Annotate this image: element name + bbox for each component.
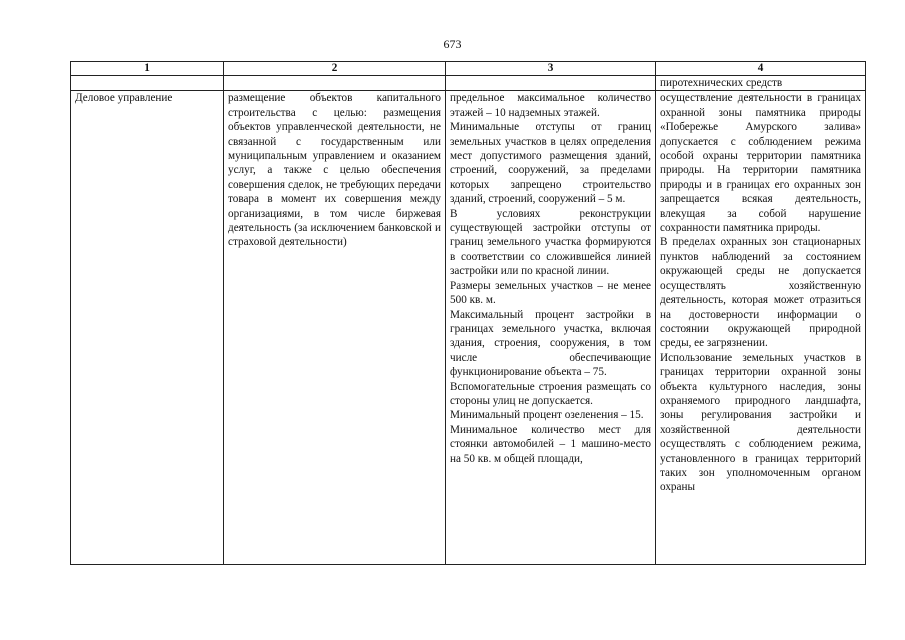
use-description-cell: размещение объектов капитального строительства с целью: размещения объектов управленческой деятельности, не связанной с государственным или муниципальным управлением и оказанием услуг, а также с целью обеспечения совершения сделок, не требующих передачи товара в момент их совершения между организациями, в том числе биржевая деятельность (за исключением банковской и страховой деятельности) xyxy=(224,91,446,565)
continuation-cell-4: пиротехнических средств xyxy=(656,76,866,91)
restrictions-cell xyxy=(656,91,866,565)
parameter-paragraph: Минимальные отступы от границ земельных участков в целях определения мест допустимого размещения зданий, строений, сооружений, за пределами которых запрещено строительство зданий, строений, сооружений – 5 м. xyxy=(450,121,651,206)
continuation-cell-2 xyxy=(224,76,446,91)
continuation-cell-3 xyxy=(446,76,656,91)
restriction-paragraph: Использование земельных участков в границах территории охранной зоны объекта культурного наследия, зоны охраняемого природного ландшафта, зоны регулирования застройки и хозяйственной деятельности осуществлять с соблюдением режима, установленного в границах территорий таких зон уполномоченным органом охраны xyxy=(660,351,861,494)
column-header-4: 4 xyxy=(656,62,866,76)
continuation-row xyxy=(71,76,866,91)
continuation-cell-1 xyxy=(71,76,224,91)
header-row xyxy=(71,62,866,76)
restriction-paragraph: осуществление деятельности в границах охранной зоны памятника природы «Побережье Амурского залива» допускается с соблюдением режима особой охраны территории памятника природы. На территории памятника природы и в границах его охранных зон запрещается всякая деятельность, влекущая за собой нарушение сохранности памятника природы. xyxy=(660,92,861,235)
zoning-table xyxy=(70,61,866,565)
parameters-cell xyxy=(446,91,656,565)
use-type-cell: Деловое управление xyxy=(71,91,224,565)
parameter-paragraph: Размеры земельных участков – не менее 500 кв. м. xyxy=(450,279,651,307)
column-header-3: 3 xyxy=(446,62,656,76)
restriction-paragraph: В пределах охранных зон стационарных пунктов наблюдений за состоянием окружающей среды не допускается осуществлять хозяйственную деятельность, которая может отразиться на достоверности информации о состоянии окружающей природной среды, ее загрязнении. xyxy=(660,236,861,350)
parameter-paragraph: Минимальное количество мест для стоянки автомобилей – 1 машино-место на 50 кв. м общей площади, xyxy=(450,423,651,465)
column-header-2: 2 xyxy=(224,62,446,76)
parameter-paragraph: Вспомогательные строения размещать со стороны улиц не допускается. xyxy=(450,380,651,407)
page-number: 673 xyxy=(443,37,462,51)
parameter-paragraph: Максимальный процент застройки в границах земельного участка, включая здания, строения, сооружения, в том числе обеспечивающие функционирование объекта – 75. xyxy=(450,308,651,379)
table-row xyxy=(71,91,866,565)
parameter-paragraph: Минимальный процент озеленения – 15. xyxy=(450,409,644,422)
parameter-paragraph: предельное максимальное количество этажей – 10 надземных этажей. xyxy=(450,92,651,119)
parameter-paragraph: В условиях реконструкции существующей застройки отступы от границ земельного участка формируются в соответствии со сложившейся линией застройки или по красной линии. xyxy=(450,207,651,278)
column-header-1: 1 xyxy=(71,62,224,76)
